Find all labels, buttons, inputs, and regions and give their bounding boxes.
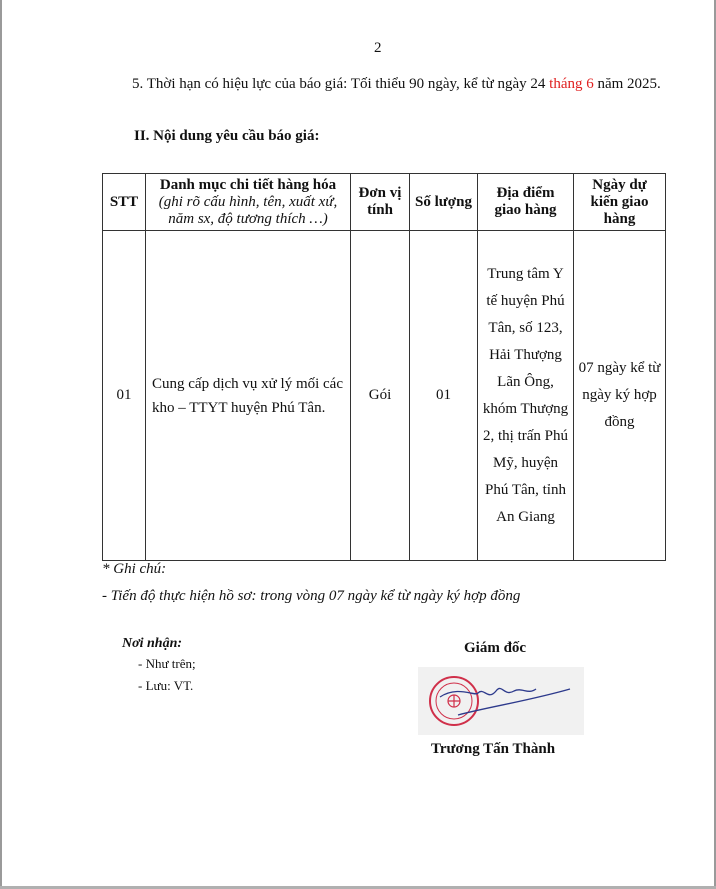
validity-month: tháng 6 <box>549 76 594 92</box>
table-row <box>103 231 666 561</box>
note-title: * Ghi chú: <box>102 561 167 577</box>
page-number: 2 <box>374 40 382 56</box>
quote-table <box>102 173 666 561</box>
cell-qty: 01 <box>410 231 478 561</box>
header-stt: STT <box>103 174 146 231</box>
header-place: Địa điểm giao hàng <box>478 174 574 231</box>
validity-year: năm 2025. <box>597 76 661 92</box>
cell-date: 07 ngày kể từ ngày ký hợp đồng <box>574 231 666 561</box>
recipients-title: Nơi nhận: <box>122 636 183 651</box>
note-line: - Tiến độ thực hiện hồ sơ: trong vòng 07 ngày kể từ ngày ký hợp đồng <box>102 588 521 604</box>
header-date: Ngày dự kiến giao hàng <box>574 174 666 231</box>
section-title: II. Nội dung yêu cầu báo giá: <box>134 128 320 144</box>
cell-place: Trung tâm Y tế huyện Phú Tân, số 123, Hải Thượng Lãn Ông, khóm Thượng 2, thị trấn Phú Mỹ, huyện Phú Tân, tỉnh An Giang <box>478 231 574 561</box>
header-qty: Số lượng <box>410 174 478 231</box>
table-header-row <box>103 174 666 231</box>
cell-stt: 01 <box>103 231 146 561</box>
cell-item: Cung cấp dịch vụ xử lý mối các kho – TTYT huyện Phú Tân. <box>146 231 351 561</box>
signer-role: Giám đốc <box>464 640 527 656</box>
header-item <box>146 174 351 231</box>
stamp-and-signature <box>418 667 584 735</box>
page-border-left <box>0 0 2 889</box>
header-item-title: Danh mục chi tiết hàng hóa <box>159 176 337 193</box>
validity-paragraph <box>102 72 664 96</box>
signature-area <box>418 667 584 735</box>
cell-unit: Gói <box>351 231 410 561</box>
recipient-item: - Lưu: VT. <box>138 678 194 693</box>
recipient-item: - Như trên; <box>138 656 196 671</box>
validity-text: 5. Thời hạn có hiệu lực của báo giá: Tối thiểu 90 ngày, kể từ ngày 24 <box>132 76 546 92</box>
header-item-note: (ghi rõ cấu hình, tên, xuất xứ, năm sx, độ tương thích …) <box>158 193 338 227</box>
header-unit: Đơn vị tính <box>351 174 410 231</box>
signer-name: Trương Tấn Thành <box>431 741 556 757</box>
